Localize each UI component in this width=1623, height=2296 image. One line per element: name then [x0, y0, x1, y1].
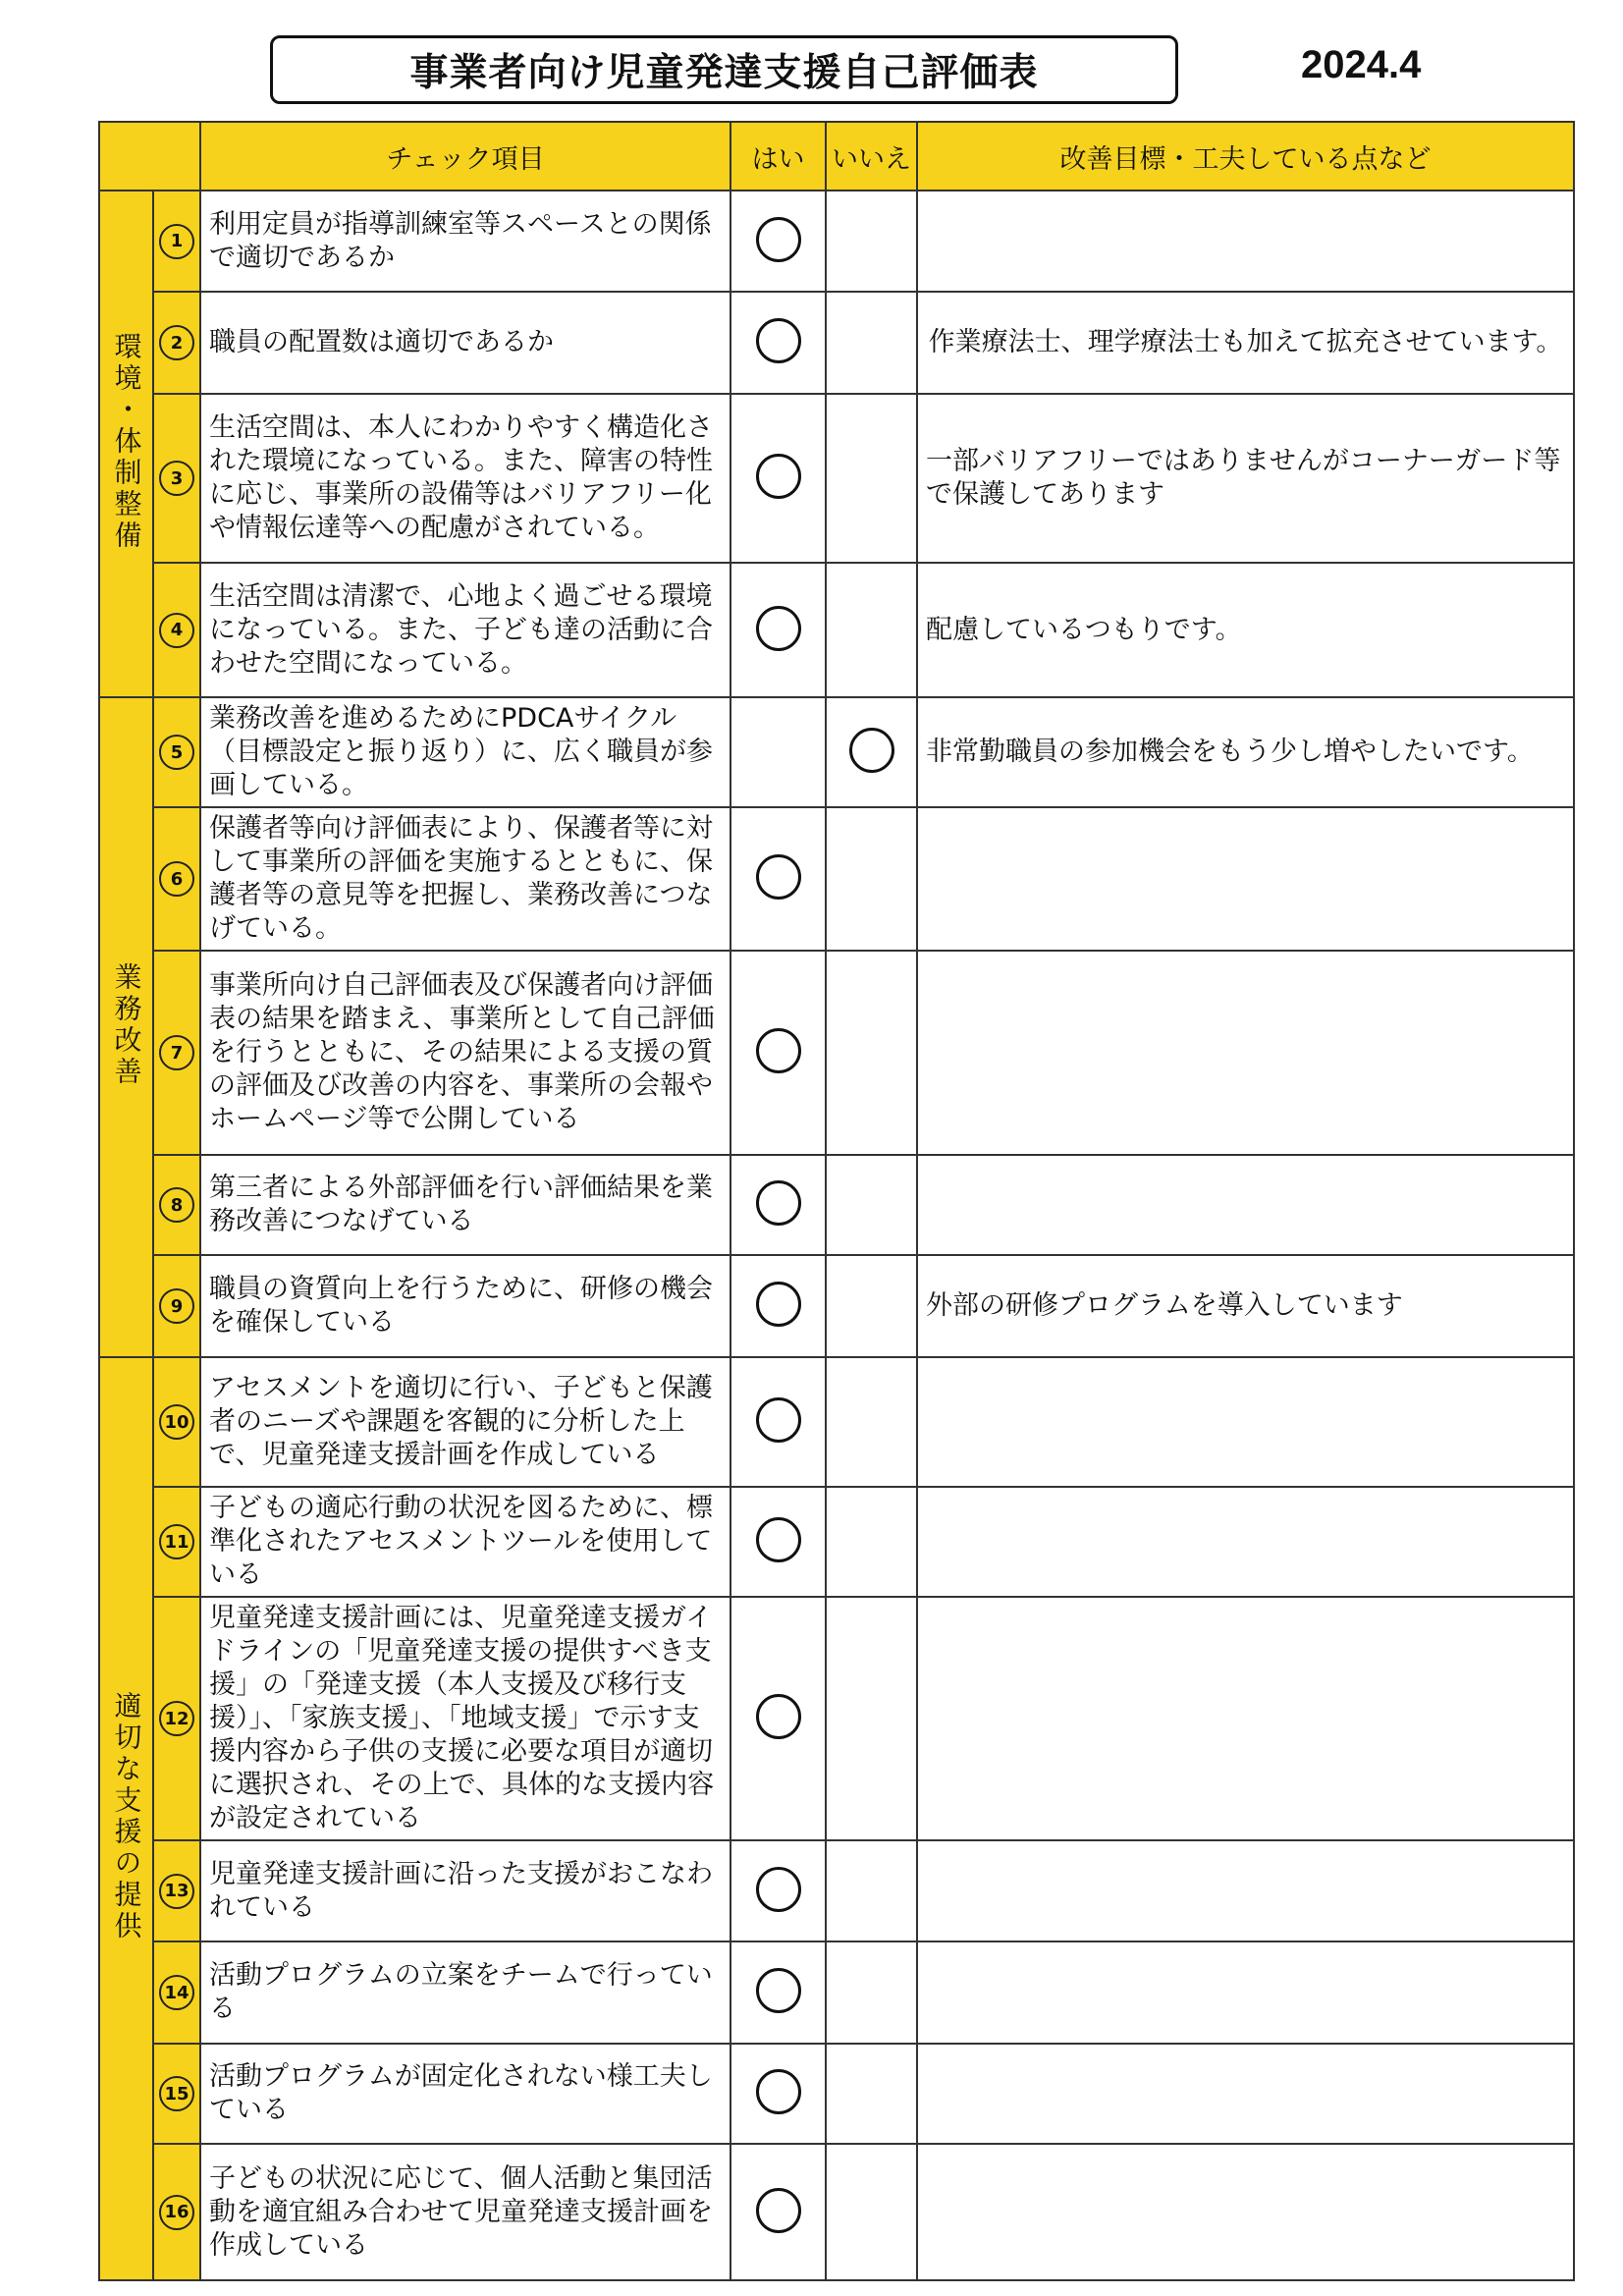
item-number: 12 — [159, 1701, 194, 1736]
answer-no-cell — [826, 2044, 917, 2144]
item-number-cell — [153, 1155, 200, 1255]
item-number-cell — [153, 1255, 200, 1357]
item-number: 1 — [159, 224, 194, 259]
answer-no-cell — [826, 1357, 917, 1487]
item-number: 3 — [159, 461, 194, 496]
table-row — [99, 1357, 1574, 1487]
section-label-text: 環境・体制整備 — [110, 332, 143, 552]
check-item-text: 児童発達支援計画に沿った支援がおこなわれている — [200, 1840, 730, 1941]
improvement-note: 非常勤職員の参加機会をもう少し増やしたいです。 — [917, 697, 1574, 807]
circle-mark-icon — [756, 2069, 801, 2114]
item-number-cell — [153, 1840, 200, 1941]
improvement-note — [917, 2144, 1574, 2280]
table-row — [99, 1155, 1574, 1255]
header-yes: はい — [730, 122, 826, 191]
answer-no-cell — [826, 697, 917, 807]
answer-no-cell — [826, 292, 917, 394]
answer-no-cell — [826, 807, 917, 951]
table-row — [99, 2044, 1574, 2144]
improvement-note: 一部バリアフリーではありませんがコーナーガード等で保護してあります — [917, 394, 1574, 563]
item-number: 10 — [159, 1404, 194, 1440]
improvement-note — [917, 1487, 1574, 1597]
answer-yes-cell — [730, 1357, 826, 1487]
table-row — [99, 394, 1574, 563]
item-number-cell — [153, 2044, 200, 2144]
answer-yes-cell — [730, 191, 826, 292]
item-number-cell — [153, 1487, 200, 1597]
improvement-note — [917, 807, 1574, 951]
item-number-cell — [153, 2144, 200, 2280]
check-item-text: 児童発達支援計画には、児童発達支援ガイドラインの「児童発達支援の提供すべき支援」の「発達支援（本人支援及び移行支援）」、「家族支援」、「地域支援」で示す支援内容から子供の支援に必要な項目が適切に選択され、その上で、具体的な支援内容が設定されている — [200, 1597, 730, 1840]
item-number-cell — [153, 292, 200, 394]
item-number: 5 — [159, 735, 194, 770]
item-number-cell — [153, 563, 200, 697]
check-item-text: 子どもの適応行動の状況を図るために、標準化されたアセスメントツールを使用している — [200, 1487, 730, 1597]
check-item-text: 生活空間は、本人にわかりやすく構造化された環境になっている。また、障害の特性に応じ、事業所の設備等はバリアフリー化や情報伝達等への配慮がされている。 — [200, 394, 730, 563]
improvement-note — [917, 1155, 1574, 1255]
table-row — [99, 1487, 1574, 1597]
item-number: 14 — [159, 1975, 194, 2010]
answer-yes-cell — [730, 1597, 826, 1840]
item-number: 2 — [159, 325, 194, 360]
header-no: いいえ — [826, 122, 917, 191]
header-check-item: チェック項目 — [200, 122, 730, 191]
item-number: 11 — [159, 1524, 194, 1559]
circle-mark-icon — [849, 728, 894, 773]
answer-no-cell — [826, 1941, 917, 2044]
answer-yes-cell — [730, 807, 826, 951]
answer-no-cell — [826, 2144, 917, 2280]
check-item-text: 子どもの状況に応じて、個人活動と集団活動を適宜組み合わせて児童発達支援計画を作成している — [200, 2144, 730, 2280]
item-number: 16 — [159, 2195, 194, 2230]
answer-yes-cell — [730, 951, 826, 1155]
check-item-text: アセスメントを適切に行い、子どもと保護者のニーズや課題を客観的に分析した上で、児童発達支援計画を作成している — [200, 1357, 730, 1487]
check-item-text: 活動プログラムの立案をチームで行っている — [200, 1941, 730, 2044]
answer-yes-cell — [730, 563, 826, 697]
answer-no-cell — [826, 1597, 917, 1840]
header-corner — [99, 122, 200, 191]
item-number-cell — [153, 1941, 200, 2044]
circle-mark-icon — [756, 854, 801, 900]
section-label — [99, 1357, 153, 2280]
answer-yes-cell — [730, 2144, 826, 2280]
table-row — [99, 191, 1574, 292]
table-row — [99, 807, 1574, 951]
circle-mark-icon — [756, 1968, 801, 2013]
answer-yes-cell — [730, 697, 826, 807]
section-label-text: 適切な支援の提供 — [110, 1691, 143, 1942]
improvement-note — [917, 191, 1574, 292]
circle-mark-icon — [756, 318, 801, 363]
improvement-note — [917, 2044, 1574, 2144]
answer-yes-cell — [730, 1941, 826, 2044]
answer-no-cell — [826, 394, 917, 563]
item-number-cell — [153, 1597, 200, 1840]
answer-no-cell — [826, 191, 917, 292]
section-label-text: 業務改善 — [110, 962, 143, 1088]
circle-mark-icon — [756, 606, 801, 651]
check-item-text: 保護者等向け評価表により、保護者等に対して事業所の評価を実施するとともに、保護者等の意見等を把握し、業務改善につなげている。 — [200, 807, 730, 951]
item-number: 9 — [159, 1288, 194, 1324]
answer-no-cell — [826, 951, 917, 1155]
circle-mark-icon — [756, 1694, 801, 1739]
item-number-cell — [153, 951, 200, 1155]
self-evaluation-table — [98, 121, 1575, 2281]
circle-mark-icon — [756, 2188, 801, 2233]
item-number-cell — [153, 1357, 200, 1487]
table-row — [99, 292, 1574, 394]
item-number-cell — [153, 697, 200, 807]
answer-yes-cell — [730, 1155, 826, 1255]
check-item-text: 生活空間は清潔で、心地よく過ごせる環境になっている。また、子ども達の活動に合わせた空間になっている。 — [200, 563, 730, 697]
answer-no-cell — [826, 1840, 917, 1941]
item-number: 6 — [159, 861, 194, 897]
item-number: 8 — [159, 1187, 194, 1223]
answer-yes-cell — [730, 1487, 826, 1597]
table-row — [99, 697, 1574, 807]
circle-mark-icon — [756, 1397, 801, 1443]
item-number-cell — [153, 807, 200, 951]
answer-yes-cell — [730, 1840, 826, 1941]
table-row — [99, 951, 1574, 1155]
circle-mark-icon — [756, 217, 801, 262]
check-item-text: 活動プログラムが固定化されない様工夫している — [200, 2044, 730, 2144]
header-note: 改善目標・工夫している点など — [917, 122, 1574, 191]
document-title: 事業者向け児童発達支援自己評価表 — [270, 35, 1178, 104]
circle-mark-icon — [756, 454, 801, 499]
table-row — [99, 1840, 1574, 1941]
answer-no-cell — [826, 1487, 917, 1597]
document-date: 2024.4 — [1301, 43, 1422, 86]
item-number-cell — [153, 191, 200, 292]
check-item-text: 利用定員が指導訓練室等スペースとの関係で適切であるか — [200, 191, 730, 292]
improvement-note: 外部の研修プログラムを導入しています — [917, 1255, 1574, 1357]
improvement-note: 配慮しているつもりです。 — [917, 563, 1574, 697]
check-item-text: 事業所向け自己評価表及び保護者向け評価表の結果を踏まえ、事業所として自己評価を行うとともに、その結果による支援の質の評価及び改善の内容を、事業所の会報やホームページ等で公開している — [200, 951, 730, 1155]
circle-mark-icon — [756, 1867, 801, 1912]
circle-mark-icon — [756, 1517, 801, 1562]
improvement-note: 作業療法士、理学療法士も加えて拡充させています。 — [917, 292, 1574, 394]
header-row — [99, 122, 1574, 191]
check-item-text: 第三者による外部評価を行い評価結果を業務改善につなげている — [200, 1155, 730, 1255]
check-item-text: 職員の配置数は適切であるか — [200, 292, 730, 394]
answer-no-cell — [826, 563, 917, 697]
improvement-note — [917, 1941, 1574, 2044]
improvement-note — [917, 1357, 1574, 1487]
improvement-note — [917, 1840, 1574, 1941]
improvement-note — [917, 951, 1574, 1155]
answer-no-cell — [826, 1155, 917, 1255]
item-number: 15 — [159, 2076, 194, 2111]
table-row — [99, 1941, 1574, 2044]
section-label — [99, 191, 153, 697]
circle-mark-icon — [756, 1282, 801, 1327]
answer-yes-cell — [730, 2044, 826, 2144]
circle-mark-icon — [756, 1180, 801, 1226]
table-row — [99, 2144, 1574, 2280]
check-item-text: 業務改善を進めるためにPDCAサイクル（目標設定と振り返り）に、広く職員が参画している。 — [200, 697, 730, 807]
table-row — [99, 563, 1574, 697]
answer-yes-cell — [730, 1255, 826, 1357]
answer-yes-cell — [730, 394, 826, 563]
table-row — [99, 1597, 1574, 1840]
table-row — [99, 1255, 1574, 1357]
circle-mark-icon — [756, 1028, 801, 1073]
section-label — [99, 697, 153, 1357]
item-number: 13 — [159, 1874, 194, 1909]
item-number-cell — [153, 394, 200, 563]
answer-yes-cell — [730, 292, 826, 394]
improvement-note — [917, 1597, 1574, 1840]
item-number: 4 — [159, 613, 194, 648]
item-number: 7 — [159, 1035, 194, 1070]
answer-no-cell — [826, 1255, 917, 1357]
check-item-text: 職員の資質向上を行うために、研修の機会を確保している — [200, 1255, 730, 1357]
